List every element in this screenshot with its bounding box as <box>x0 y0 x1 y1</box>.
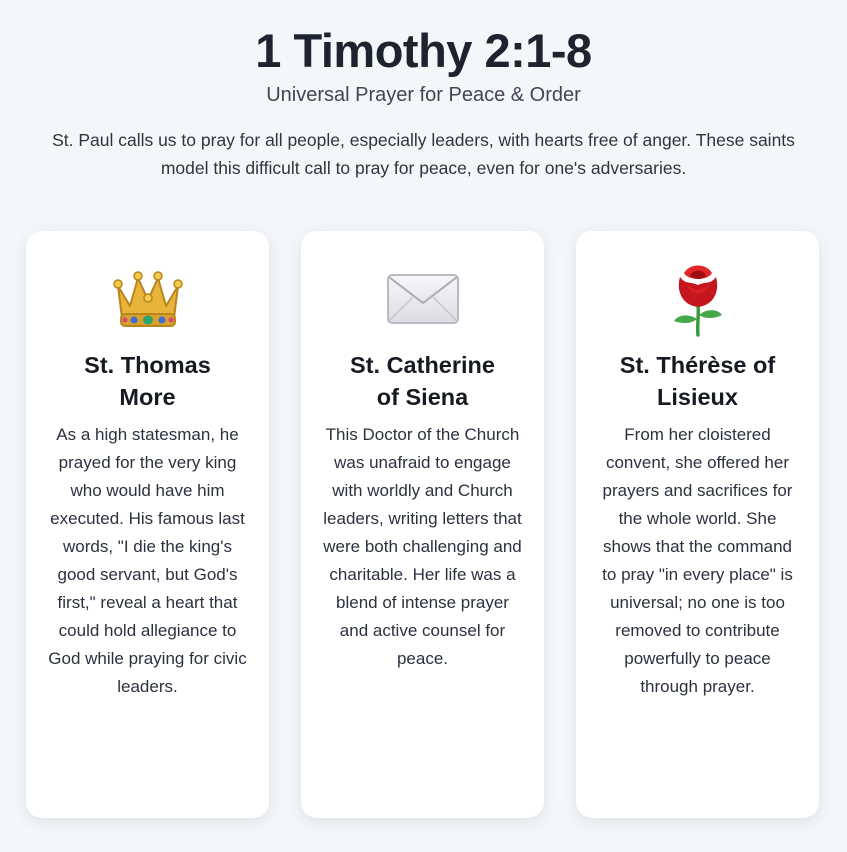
envelope-icon <box>319 261 526 337</box>
page-title: 1 Timothy 2:1-8 <box>255 24 592 77</box>
saint-description: This Doctor of the Church was unafraid to engage with worldly and Church leaders, writing letters that were both challenging and charitable. Her life was a blend of intense prayer and active counsel for peace. <box>323 425 522 668</box>
saint-card-catherine-of-siena <box>301 231 544 818</box>
rose-icon <box>594 261 801 337</box>
page-subtitle: Universal Prayer for Peace & Order <box>266 84 581 106</box>
intro-text: St. Paul calls us to pray for all people, especially leaders, with hearts free of anger. These saints model this difficult call to pray for peace, even for one's adversaries. <box>52 130 795 178</box>
page-header <box>0 0 847 182</box>
saint-card-thomas-more <box>26 231 269 818</box>
crown-icon <box>44 261 251 337</box>
saint-name: St. Thérèse of Lisieux <box>619 352 776 410</box>
saint-name: St. Thomas More <box>84 352 211 410</box>
saint-description: As a high statesman, he prayed for the very king who would have him executed. His famous last words, "I die the king's good servant, but God's first," reveal a heart that could hold allegiance to God while praying for civic leaders. <box>48 425 247 696</box>
saint-name: St. Catherine of Siena <box>350 352 495 410</box>
saint-card-therese-of-lisieux <box>576 231 819 818</box>
saint-cards <box>26 231 819 818</box>
saint-description: From her cloistered convent, she offered her prayers and sacrifices for the whole world. She shows that the command to pray "in every place" is universal; no one is too removed to contribute powerfully to peace through prayer. <box>602 425 793 696</box>
